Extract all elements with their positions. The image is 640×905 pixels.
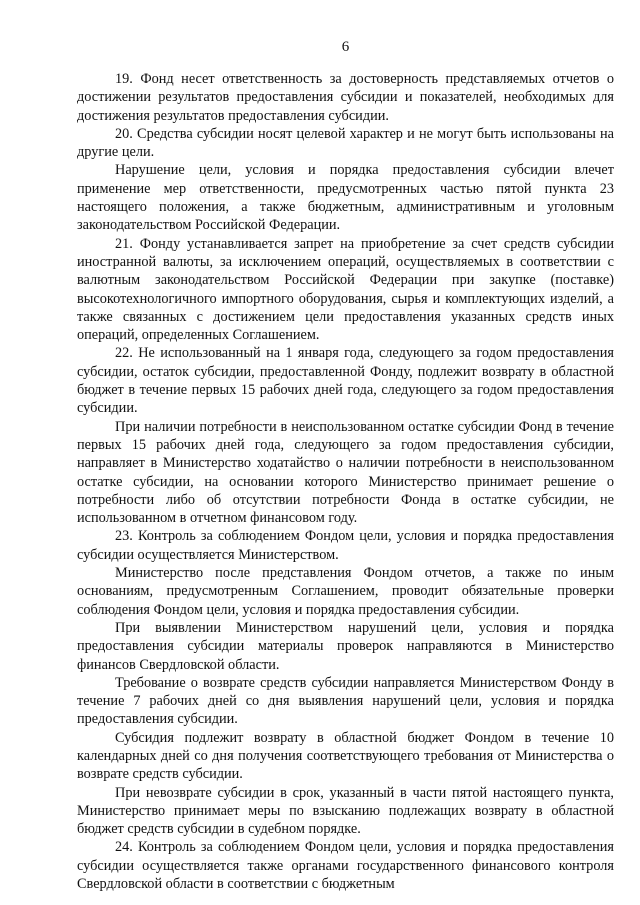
paragraph-23-refund-demand: Требование о возврате средств субсидии направляется Министерством Фонду в течение 7 рабочих дней со дня выявления нарушений цели, условия и порядка предоставления субсидии. [77,674,614,728]
paragraph-23-inspections: Министерство после представления Фондом отчетов, а также по иным основаниям, предусмотренным Соглашением, проводит обязательные проверки соблюдения Фондом цели, условия и порядка предоставления субсидии. [77,565,614,618]
paragraph-24: 24. Контроль за соблюдением Фондом цели, условия и порядка предоставления субсидии осуществляется также органами государственного финансового контроля Свердловской области в соответствии с бюджетным [77,839,614,893]
paragraph-20-violation: Нарушение цели, условия и порядка предоставления субсидии влечет применение мер ответственности, предусмотренных частью пятой пункта 23 настоящего положения, а также бюджетным, административным и уголовным законодательством Российской Федерации. [77,162,614,234]
paragraph-23-refund-term: Субсидия подлежит возврату в областной бюджет Фондом в течение 10 календарных дней со дня получения соответствующего требования от Министерства о возврате средств субсидии. [77,729,614,783]
paragraph-21: 21. Фонду устанавливается запрет на приобретение за счет средств субсидии иностранной валюты, за исключением операций, осуществляемых в соответствии с валютным законодательством Российской Федерации при закупке (поставке) высокотехнологичного импортного оборудования, сырья и комплектующих изделий, а также связанных с достижением цели предоставления указанных средств иных операций, определенных Соглашением. [77,235,614,344]
paragraph-22: 22. Не использованный на 1 января года, следующего за годом предоставления субсидии, остаток субсидии, предоставленной Фонду, подлежит возврату в областной бюджет в течение первых 15 рабочих дней года, следующего за годом предоставления субсидии. [77,345,614,417]
page-number: 6 [341,39,350,55]
paragraph-19: 19. Фонд несет ответственность за достоверность представляемых отчетов о достижении результатов предоставления субсидии и показателей, необходимых для достижения результатов предоставления субсидии. [77,71,614,124]
paragraph-23-violations: При выявлении Министерством нарушений цели, условия и порядка предоставления субсидии материалы проверок направляются в Министерство финансов Свердловской области. [77,619,614,673]
paragraph-23-court: При невозврате субсидии в срок, указанный в части пятой настоящего пункта, Министерство принимает меры по взысканию подлежащих возврату в областной бюджет средств субсидии в судебном порядке. [77,784,614,838]
paragraph-23: 23. Контроль за соблюдением Фондом цели, условия и порядка предоставления субсидии осуществляется Министерством. [77,528,614,563]
paragraph-20: 20. Средства субсидии носят целевой характер и не могут быть использованы на другие цели. [77,125,614,161]
paragraph-22-remainder: При наличии потребности в неиспользованном остатке субсидии Фонд в течение первых 15 рабочих дней года, следующего за годом предоставления субсидии, направляет в Министерство ходатайство о наличии потребности в неиспользованном остатке субсидии, на основании которого Министерство принимает решение о потребности либо об отсутствии потребности Фонда в остатке субсидии, не использованном в отчетном финансовом году. [77,418,614,527]
